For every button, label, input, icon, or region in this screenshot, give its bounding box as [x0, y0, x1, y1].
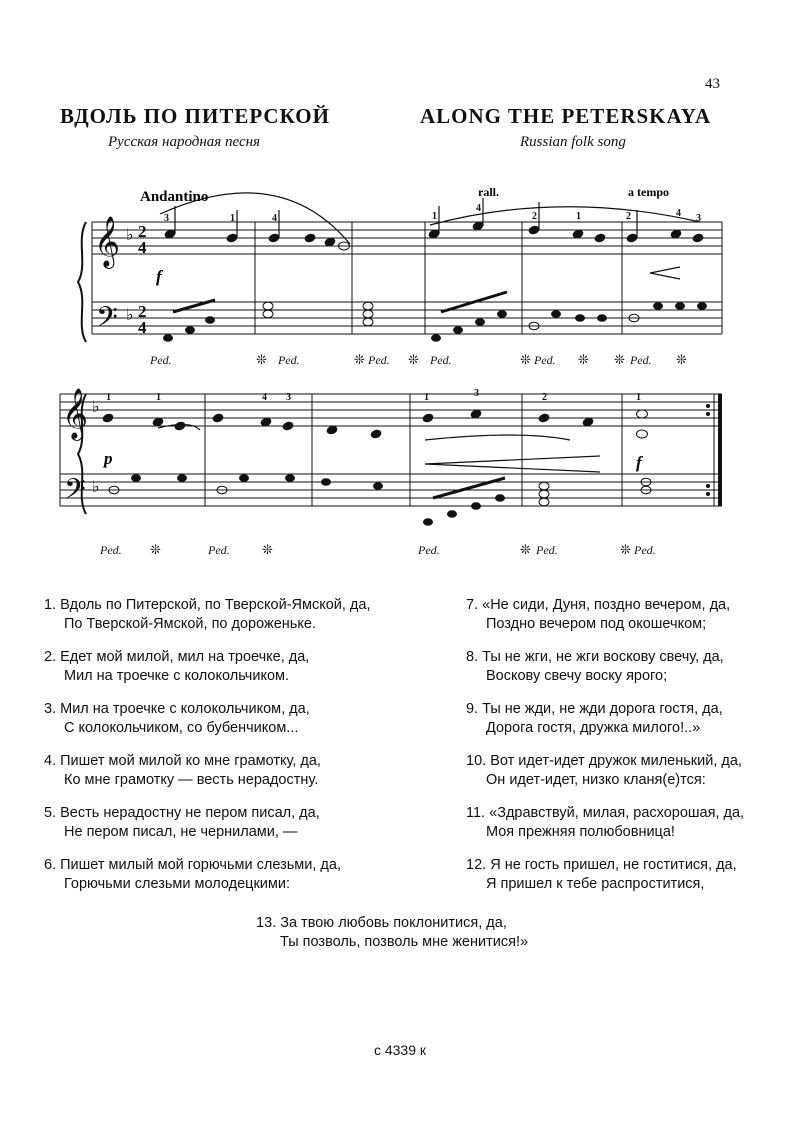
pedal-marking: Ped.	[630, 353, 652, 367]
time-signature-bottom: 4	[138, 238, 147, 257]
pedal-marking: Ped.	[368, 353, 390, 367]
dynamic-forte: f	[636, 453, 642, 472]
brace	[78, 222, 86, 342]
time-signature-top: 2	[138, 302, 147, 321]
treble-notes-2	[101, 408, 647, 439]
pedal-release-icon: ❊	[262, 542, 273, 557]
pedal-release-icon: ❊	[354, 352, 365, 367]
fingering: 1	[230, 213, 235, 224]
time-signature-top: 2	[138, 222, 147, 241]
pedal-marking: Ped.	[634, 543, 656, 557]
pedal-release-icon: ❊	[256, 352, 267, 367]
flat-icon: ♭	[92, 399, 100, 416]
verse: 9. Ты не жди, не жди дорога гостя, да, Дорога гостя, дружка милого!..»	[466, 701, 723, 736]
fingering: 4	[272, 213, 277, 224]
pedal-marking: Ped.	[208, 543, 230, 557]
verse: 6. Пишет милый мой горючьми слезьми, да, Горючьми слезьми молодецкими:	[44, 857, 341, 892]
bass-clef-icon: 𝄢	[96, 303, 118, 340]
fingering: 1	[106, 392, 111, 403]
system-1	[78, 222, 722, 342]
decrescendo-hairpin	[650, 267, 680, 279]
verse: 1. Вдоль по Питерской, по Тверской-Ямской, да, По Тверской-Ямской, по дороженьке.	[44, 597, 371, 632]
fingering: 4	[476, 203, 481, 214]
crescendo-hairpin	[425, 456, 600, 472]
rallentando-marking: rall.	[478, 185, 499, 199]
system-2	[60, 394, 722, 514]
fingering: 1	[432, 211, 437, 222]
treble-clef-icon: 𝄞	[94, 217, 121, 266]
pedal-marking: Ped.	[430, 353, 452, 367]
pedal-release-icon: ❊	[676, 352, 687, 367]
stems-1	[175, 198, 637, 238]
fingering: 1	[424, 392, 429, 403]
verses-left-column	[44, 596, 371, 894]
subtitle-russian: Русская народная песня	[108, 134, 261, 150]
verse: 3. Мил на троечке с колокольчиком, да, С колокольчиком, со бубенчиком...	[44, 701, 310, 736]
fingering: 4	[262, 392, 267, 403]
pedal-release-icon: ❊	[408, 352, 419, 367]
pedal-marking: Ped.	[100, 543, 122, 557]
a-tempo-marking: a tempo	[628, 185, 669, 199]
pedal-marking: Ped.	[278, 353, 300, 367]
verses-right-column	[466, 596, 744, 894]
slur	[425, 435, 570, 440]
pedal-release-icon: ❊	[578, 352, 589, 367]
dynamic-forte: f	[156, 267, 162, 286]
flat-icon: ♭	[92, 479, 100, 496]
verse-final: 13. За твою любовь поклонитися, да, Ты позволь, позволь мне женитися!»	[256, 915, 529, 950]
pedal-marking: Ped.	[418, 543, 440, 557]
bass-staff-2	[60, 474, 722, 506]
verse: 5. Весть нерадостну не пером писал, да, Не пером писал, не чернилами, —	[44, 805, 320, 840]
fingering: 2	[542, 392, 547, 403]
fingering: 1	[156, 392, 161, 403]
fingering: 1	[576, 211, 581, 222]
verse: 10. Вот идет-идет дружок миленький, да, Он идет-идет, низко кланя(е)тся:	[466, 753, 742, 788]
verse: 4. Пишет мой милой ко мне грамотку, да, Ко мне грамотку — весть нерадостну.	[44, 753, 321, 788]
pedal-marking: Ped.	[150, 353, 172, 367]
time-signature-bottom: 4	[138, 318, 147, 337]
pedal-marking: Ped.	[534, 353, 556, 367]
fingering: 3	[474, 388, 479, 399]
pedal-marking: Ped.	[536, 543, 558, 557]
catalog-footer: с 4339 к	[373, 1042, 427, 1058]
pedal-release-icon: ❊	[150, 542, 161, 557]
verse: 7. «Не сиди, Дуня, поздно вечером, да, Поздно вечером под окошечком;	[466, 597, 731, 632]
fingering: 2	[626, 211, 631, 222]
fingering: 2	[532, 211, 537, 222]
verse: 11. «Здравствуй, милая, расхорошая, да, Моя прежняя полюбовница!	[466, 805, 745, 840]
bass-notes-1	[163, 302, 707, 342]
flat-icon: ♭	[126, 227, 134, 244]
verse: 8. Ты не жги, не жги воскову свечу, да, Воскову свечу воску ярого;	[466, 649, 724, 684]
page-number: 43	[705, 76, 720, 92]
tempo-marking: Andantino	[140, 189, 209, 205]
title-russian: ВДОЛЬ ПО ПИТЕРСКОЙ	[60, 104, 330, 128]
flat-icon: ♭	[126, 307, 134, 324]
fingering: 1	[636, 392, 641, 403]
fingering: 4	[676, 208, 681, 219]
pedal-release-icon: ❊	[520, 542, 531, 557]
pedal-release-icon: ❊	[614, 352, 625, 367]
fingering: 3	[164, 213, 169, 224]
fingering: 3	[286, 392, 291, 403]
verse: 12. Я не гость пришел, не гоститися, да, Я пришел к тебе распроститися,	[466, 857, 737, 892]
verse: 2. Едет мой милой, мил на троечке, да, Мил на троечке с колокольчиком.	[44, 649, 310, 684]
subtitle-english: Russian folk song	[520, 134, 626, 150]
bass-clef-icon: 𝄢	[64, 475, 86, 512]
pedal-release-icon: ❊	[620, 542, 631, 557]
treble-clef-icon: 𝄞	[62, 389, 89, 438]
dynamic-piano: p	[104, 449, 113, 468]
beams-2	[433, 478, 505, 498]
pedal-release-icon: ❊	[520, 352, 531, 367]
title-english: ALONG THE PETERSKAYA	[420, 104, 712, 128]
fingering: 3	[696, 213, 701, 224]
